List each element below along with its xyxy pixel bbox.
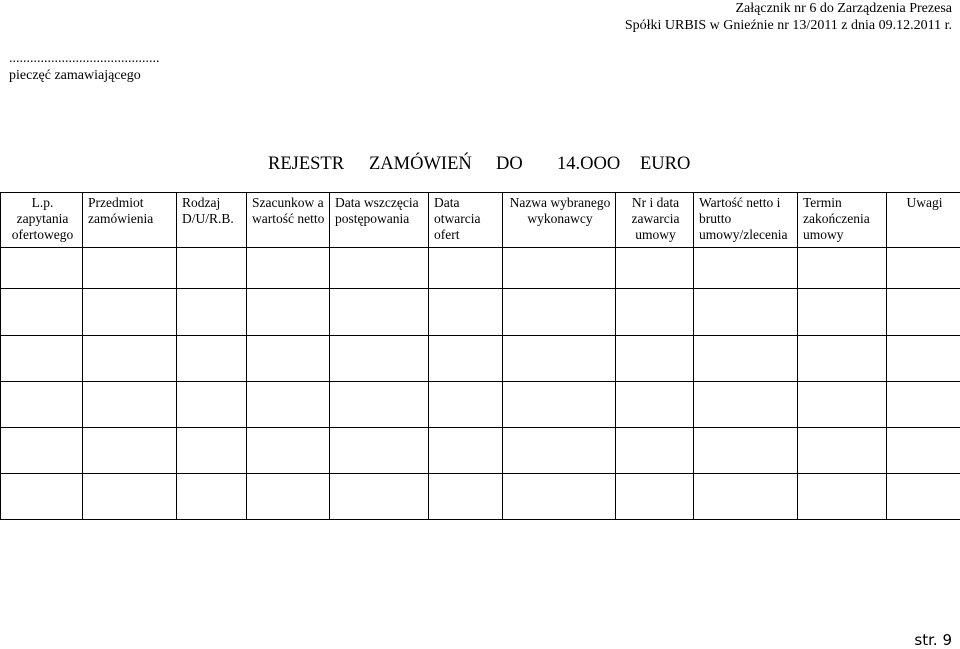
table-cell[interactable] [247,289,330,336]
table-cell[interactable] [247,474,330,520]
table-cell[interactable] [83,248,177,289]
table-cell[interactable] [177,474,247,520]
table-row [1,428,960,474]
table-row [1,474,960,520]
table-cell[interactable] [694,336,798,382]
table-cell[interactable] [330,428,429,474]
table-cell[interactable] [503,248,616,289]
attachment-header [625,0,952,34]
table-cell[interactable] [887,474,960,520]
title-word-register: REJESTR [268,153,344,175]
order-register-table [0,192,960,520]
table-cell[interactable] [247,336,330,382]
table-cell[interactable] [694,289,798,336]
orderer-stamp [9,50,160,84]
table-cell[interactable] [616,336,694,382]
attachment-header-line-2: Spółki URBIS w Gnieźnie nr 13/2011 z dnia 09.12.2011 r. [625,17,952,34]
table-cell[interactable] [330,289,429,336]
table-cell[interactable] [1,248,83,289]
table-cell[interactable] [798,474,887,520]
column-header-contract-number: Nr i data zawarcia umowy [616,193,694,248]
stamp-dots: ........................................... [9,50,160,67]
table-cell[interactable] [887,336,960,382]
table-cell[interactable] [694,474,798,520]
column-header-lp: L.p. zapytania ofertowego [1,193,83,248]
column-header-opening-date: Data otwarcia ofert [429,193,503,248]
table-cell[interactable] [330,336,429,382]
table-cell[interactable] [694,382,798,428]
table-row [1,382,960,428]
table-cell[interactable] [616,289,694,336]
column-header-subject: Przedmiot zamówienia [83,193,177,248]
table-cell[interactable] [798,289,887,336]
title-word-orders: ZAMÓWIEŃ [369,153,472,175]
table-cell[interactable] [798,248,887,289]
table-cell[interactable] [1,474,83,520]
column-header-end-date: Termin zakończenia umowy [798,193,887,248]
table-cell[interactable] [798,382,887,428]
column-header-remarks: Uwagi [887,193,960,248]
table-cell[interactable] [247,382,330,428]
table-cell[interactable] [887,248,960,289]
table-cell[interactable] [887,382,960,428]
table-cell[interactable] [429,382,503,428]
attachment-header-line-1: Załącznik nr 6 do Zarządzenia Prezesa [625,0,952,17]
table-cell[interactable] [429,428,503,474]
table-cell[interactable] [616,248,694,289]
table-cell[interactable] [247,248,330,289]
column-header-contractor: Nazwa wybranego wykonawcy [503,193,616,248]
table-cell[interactable] [616,382,694,428]
table-cell[interactable] [429,474,503,520]
table-cell[interactable] [798,336,887,382]
table-cell[interactable] [83,289,177,336]
title-word-currency: EURO [640,153,690,175]
table-cell[interactable] [330,248,429,289]
table-cell[interactable] [503,382,616,428]
table-cell[interactable] [503,336,616,382]
table-cell[interactable] [330,474,429,520]
table-header-row [1,193,960,248]
table-cell[interactable] [1,382,83,428]
table-cell[interactable] [1,428,83,474]
table-cell[interactable] [177,336,247,382]
column-header-start-date: Data wszczęcia postępowania [330,193,429,248]
table-row [1,336,960,382]
title-word-to: DO [496,153,523,175]
table-cell[interactable] [503,474,616,520]
table-row [1,248,960,289]
column-header-contract-value: Wartość netto i brutto umowy/zlecenia [694,193,798,248]
stamp-label: pieczęć zamawiającego [9,67,160,84]
table-cell[interactable] [247,428,330,474]
table-cell[interactable] [887,289,960,336]
table-cell[interactable] [177,289,247,336]
table-cell[interactable] [177,428,247,474]
table-cell[interactable] [429,248,503,289]
table-cell[interactable] [83,428,177,474]
title-word-amount: 14.OOO [557,153,620,175]
table-cell[interactable] [503,289,616,336]
table-cell[interactable] [83,474,177,520]
table-cell[interactable] [429,289,503,336]
table-cell[interactable] [330,382,429,428]
table-cell[interactable] [177,248,247,289]
column-header-type: Rodzaj D/U/R.B. [177,193,247,248]
table-cell[interactable] [1,336,83,382]
table-row [1,289,960,336]
table-cell[interactable] [694,428,798,474]
table-cell[interactable] [177,382,247,428]
table-cell[interactable] [83,336,177,382]
table-cell[interactable] [887,428,960,474]
page-number: str. 9 [914,632,952,649]
table-cell[interactable] [503,428,616,474]
column-header-estimated-value: Szacunkow a wartość netto [247,193,330,248]
table-cell[interactable] [616,428,694,474]
table-cell[interactable] [429,336,503,382]
table-cell[interactable] [694,248,798,289]
table-cell[interactable] [798,428,887,474]
table-cell[interactable] [83,382,177,428]
table-cell[interactable] [616,474,694,520]
table-cell[interactable] [1,289,83,336]
